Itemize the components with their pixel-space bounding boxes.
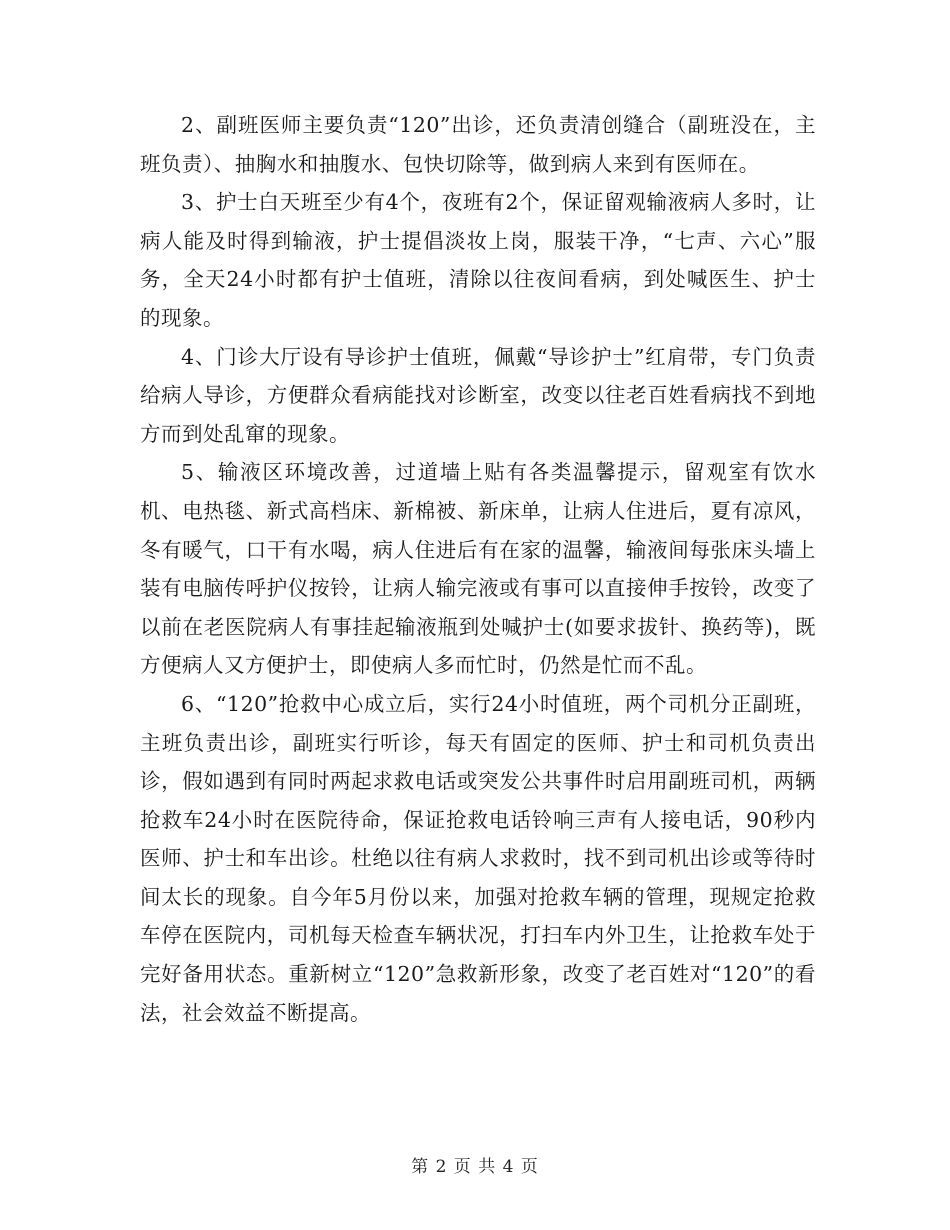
- paragraph-item-5: 5、输液区环境改善，过道墙上贴有各类温馨提示，留观室有饮水机、电热毯、新式高档床、新棉被、新床单，让病人住进后，夏有凉风，冬有暖气，口干有水喝，病人住进后有在家的温馨，输液间每张床头墙上装有电脑传呼护仪按铃，让病人输完液或有事可以直接伸手按铃，改变了以前在老医院病人有事挂起输液瓶到处喊护士(如要求拔针、换药等)，既方便病人又方便护士，即使病人多而忙时，仍然是忙而不乱。: [140, 460, 816, 678]
- document-body: [140, 106, 816, 1032]
- paragraph-item-6: 6、“120”抢救中心成立后，实行24小时值班，两个司机分正副班，主班负责出诊，副班实行听诊，每天有固定的医师、护士和司机负责出诊，假如遇到有同时两起求救电话或突发公共事件时启用副班司机，两辆抢救车24小时在医院待命，保证抢救电话铃响三声有人接电话，90秒内医师、护士和车出诊。杜绝以往有病人求救时，找不到司机出诊或等待时间太长的现象。自今年5月份以来，加强对抢救车辆的管理，现规定抢救车停在医院内，司机每天检查车辆状况，打扫车内外卫生，让抢救车处于完好备用状态。重新树立“120”急救新形象，改变了老百姓对“120”的看法，社会效益不断提高。: [140, 691, 816, 1025]
- paragraph-item-2: 2、副班医师主要负责“120”出诊，还负责清创缝合（副班没在，主班负责）、抽胸水和抽腹水、包快切除等，做到病人来到有医师在。: [140, 113, 816, 176]
- page-number-footer: 第 2 页 共 4 页: [411, 1157, 539, 1177]
- paragraph-item-3: 3、护士白天班至少有4个，夜班有2个，保证留观输液病人多时，让病人能及时得到输液，护士提倡淡妆上岗，服装干净，“七声、六心”服务，全天24小时都有护士值班，清除以往夜间看病，到处喊医生、护士的现象。: [140, 190, 816, 330]
- paragraph-item-4: 4、门诊大厅设有导诊护士值班，佩戴“导诊护士”红肩带，专门负责给病人导诊，方便群众看病能找对诊断室，改变以往老百姓看病找不到地方而到处乱窜的现象。: [140, 344, 816, 446]
